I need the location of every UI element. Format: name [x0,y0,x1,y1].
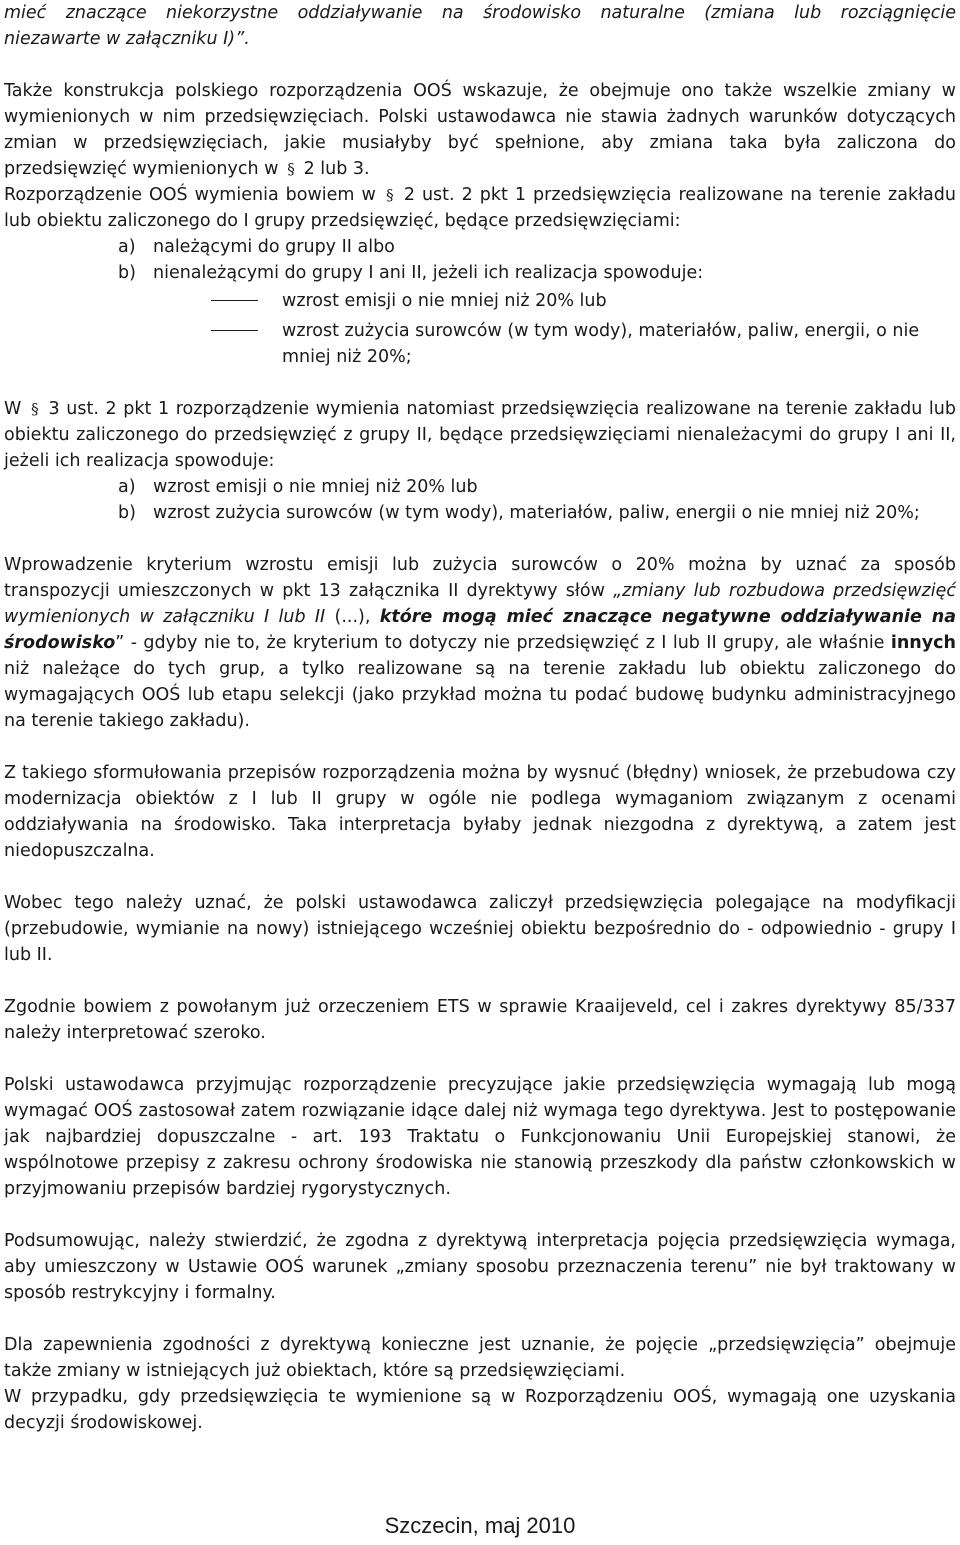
paragraph-group-ii [4,396,956,474]
text-run: 2 ust. 2 pkt 1 przedsięwzięcia realizowane na terenie zakładu lub obiektu zaliczonego do I grupy przedsięwzięć, będące przedsięwzięciami: [4,185,956,231]
list-item-text: należącymi do grupy II albo [153,237,395,257]
text-run: (...), [325,607,380,627]
paragraph-polish-regulation [4,78,956,182]
list-item-text: nienależącymi do grupy I ani II, jeżeli ich realizacja spowoduje: [153,263,704,283]
list-item-label: b) [118,503,136,523]
paragraph-regulation-list-intro [4,182,956,234]
text-run: Także konstrukcja polskiego rozporządzenia OOŚ wskazuje, że obejmuje ono także wszelkie zmiany w wymienionych w nim przedsięwzięciach. Polski ustawodawca nie stawia żadnych warunków dotyczących zmian w przedsięwzięciach, jakie musiałyby być spełnione, aby zmiana taka była zaliczona do przedsięwzięć wymienionych w [4,81,956,179]
continuation-line-2: niezawarte w załączniku I)”. [4,29,250,49]
document-page [4,0,956,1436]
list-item-text: wzrost zużycia surowców (w tym wody), materiałów, paliw, energii o nie mniej niż 20%; [153,503,920,523]
paragraph-conclusion-1: Z takiego sformułowania przepisów rozporządzenia można by wysnuć (błędny) wniosek, że przebudowa czy modernizacja obiektów z I lub II grupy w ogóle nie podlega wymaganiom związanym z ocenami oddziaływania na środowisko. Taka interpretacja byłaby jednak niezgodna z dyrektywą, a zatem jest niedopuszczalna. [4,763,956,861]
list-item [118,474,956,500]
list-item-text: wzrost emisji o nie mniej niż 20% lub [153,477,478,497]
dash-item-text: wzrost zużycia surowców (w tym wody), materiałów, paliw, energii, o nie mniej niż 20%; [282,321,920,367]
paragraph-compliance: Dla zapewnienia zgodności z dyrektywą konieczne jest uznanie, że pojęcie „przedsięwzięcia” obejmuje także zmiany w istniejących już obiektach, które są przedsięwzięciami. [4,1335,956,1381]
paragraph-summary: Podsumowując, należy stwierdzić, że zgodna z dyrektywą interpretacja pojęcia przedsięwzięcia wymaga, aby umieszczony w Ustawie OOŚ warunek „zmiany sposobu przeznaczenia terenu” nie był traktowany w sposób restrykcyjny i formalny. [4,1231,956,1303]
text-run: W [4,399,28,419]
continuation-line-1: mieć znaczące niekorzystne oddziaływanie na środowisko naturalne (zmiana lub rozciągnięcie [4,3,956,23]
section-sign: § [31,400,39,418]
footer-place-date: Szczecin, maj 2010 [384,1513,576,1538]
list-item-label: b) [118,263,136,283]
section-sign: § [287,160,295,178]
list-item [118,260,956,286]
paragraph-kraaijeveld: Zgodnie bowiem z powołanym już orzeczeniem ETS w sprawie Kraaijeveld, cel i zakres dyrektywy 85/337 należy interpretować szeroko. [4,997,956,1043]
paragraph-criterion [4,552,956,734]
paragraph-conclusion-2: Wobec tego należy uznać, że polski ustawodawca zaliczył przedsięwzięcia polegające na modyfikacji (przebudowie, wymianie na nowy) istniejącego wcześniej obiektu bezpośrednio do - odpowiednio - grupy I lub II. [4,893,956,965]
dash-mark [211,288,258,314]
list-group-2 [4,474,956,526]
dash-item [4,318,956,370]
paragraph-continuation [4,0,956,26]
bold-word: innych [890,633,956,653]
list-item-label: a) [118,477,136,497]
directive-quote: „zmiany lub rozbudowa przedsięwzięć wymienionych w załączniku I lub II [4,581,956,627]
dash-item-text: wzrost emisji o nie mniej niż 20% lub [282,291,607,311]
list-item [118,500,956,526]
list-item [118,234,956,260]
text-run: 2 lub 3. [298,159,370,179]
text-run: ” - gdyby nie to, że kryterium to dotyczy nie przedsięwzięć z I lub II grupy, ale właśnie [115,633,891,653]
list-item-label: a) [118,237,136,257]
list-group-1 [4,234,956,286]
section-sign: § [386,186,394,204]
dash-mark [211,318,258,370]
text-run: niż należące do tych grup, a tylko realizowane są na terenie zakładu lub obiektu zaliczonego do wymagających OOŚ lub etapu selekcji (jako przykład można tu podać budowę budynku administracyjnego na terenie takiego zakładu). [4,659,956,731]
text-run: Rozporządzenie OOŚ wymienia bowiem w [4,185,383,205]
directive-emphasis: które mogą mieć znaczące negatywne oddziaływanie na środowisko [4,607,957,653]
dash-item [4,288,956,314]
paragraph-continuation-end [4,26,956,52]
text-run: Wprowadzenie kryterium wzrostu emisji lub zużycia surowców o 20% można by uznać za sposób transpozycji umieszczonych w pkt 13 załącznika II dyrektywy słów [4,555,956,601]
text-run: 3 ust. 2 pkt 1 rozporządzenie wymienia natomiast przedsięwzięcia realizowane na terenie zakładu lub obiektu zaliczonego do przedsięwzięć z grupy II, będące przedsięwzięciami nienależacymi do grupy I ani II, jeżeli ich realizacja spowoduje: [4,399,956,471]
paragraph-decision: W przypadku, gdy przedsięwzięcia te wymienione są w Rozporządzeniu OOŚ, wymagają one uzyskania decyzji środowiskowej. [4,1387,956,1433]
paragraph-stricter-rules: Polski ustawodawca przyjmując rozporządzenie precyzujące jakie przedsięwzięcia wymagają lub mogą wymagać OOŚ zastosował zatem rozwiązanie idące dalej niż wymaga tego dyrektywa. Jest to postępowanie jak najbardziej dopuszczalne - art. 193 Traktatu o Funkcjonowaniu Unii Europejskiej stanowi, że wspólnotowe przepisy z zakresu ochrony środowiska nie stanowią przeszkody dla państw członkowskich w przyjmowaniu przepisów bardziej rygorystycznych. [4,1075,956,1199]
